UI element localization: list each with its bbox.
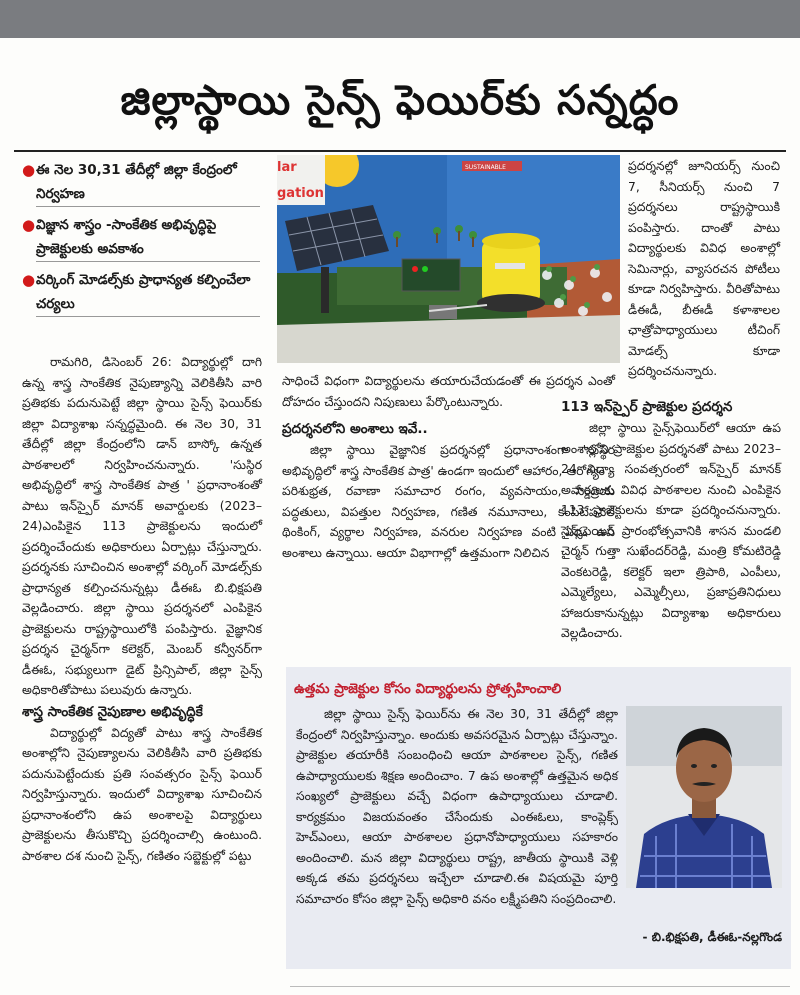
board-label: SUSTAINABLE [465,164,506,171]
quote-signature: - బి.భిక్షపతి, డీఈఓ-నల్లగొండ [642,930,782,944]
footer-divider [290,986,790,987]
section-heading: 113 ఇన్‌స్పైర్ ప్రాజెక్టుల ప్రదర్శన [561,399,733,415]
article-paragraph: విద్యార్థుల్లో విద్యతో పాటు శాస్త్ర సాంకేతిక అంశాల్లోని నైపుణ్యాలను వెలికితీసి వారి ప్రతిభకు పదునుపెట్టేందుకు ప్రతి సంవత్సరం సైన్స్ ఫెయిర్ నిర్వహిస్తున్నారు. ఇందులో విద్యాశాఖ సూచించిన ప్రధానాంశంలోని ఉప అంశాలపై విద్యార్థులు ప్రాజెక్టులను తీసుకొచ్చి ప్రదర్శించాల్సి ఉంటుంది. పాఠశాల దశ నుంచి సైన్స్, గణితం సబ్జెక్టుల్లో పట్టు [22,725,262,863]
article-paragraph: జిల్లా స్థాయి సైన్స్‌ఫెయిర్‌లో ఆయా ఉప అంశాల్లోని ప్రాజెక్టుల ప్రదర్శనతో పాటు 2023–24 విద్యా సంవత్సరంలో ఇన్‌స్పైర్ మానక్ అవార్డులకు వివిధ పాఠశాలల నుంచి ఎంపికైన 113 ప్రాజెక్టులను కూడా ప్రదర్శించనున్నారు. సైన్స్‌ఫెయిర్ ప్రారంభోత్సవానికి శాసన మండలి చైర్మన్ గుత్తా సుఖేందర్‌రెడ్డి, మంత్రి కోమటిరెడ్డి వెంకటరెడ్డి, కలెక్టర్ ఇలా త్రిపాఠి, ఎంపీలు, ఎమ్మెల్యేలు, ఎమ్మెల్సీలు, ప్రజాప్రతినిధులు హాజరుకానున్నట్లు విద్యాశాఖ అధికారులు వెల్లడించారు. [561,421,781,640]
bullet-dot-icon: ● [22,161,36,179]
quote-box-title: ఉత్తమ ప్రాజెక్టుల కోసం విద్యార్థులను ప్రోత్సహించాలి [294,681,562,697]
article-column-3-bottom [561,396,781,644]
highlight-item [22,268,260,317]
svg-text:gation: gation [277,186,324,201]
highlight-item [22,158,260,207]
headline: జిల్లాస్థాయి సైన్స్ ఫెయిర్‌కు సన్నద్ధం [120,76,680,124]
article-paragraph: సాధించే విధంగా విద్యార్థులను తయారుచేయడంతో ఈ ప్రదర్శన ఎంతో దోహదం చేస్తుందని నిపుణులు పేర్కొంటున్నారు. [282,374,615,409]
highlight-text: విజ్ఞాన శాస్త్రం -సాంకేతిక అభివృద్ధిపై ప్రాజెక్టులకు అవకాశం [36,213,260,262]
project-photo [277,155,620,363]
bullet-dot-icon: ● [22,271,36,289]
section-heading: ప్రదర్శనలోని అంశాలు ఇవే.. [282,421,428,437]
article-intro: రామగిరి, డిసెంబర్ 26: విద్యార్థుల్లో దాగి ఉన్న శాస్త్ర సాంకేతిక నైపుణ్యాన్ని వెలికితీసి వారి ప్రతిభకు పదునుపెట్టే జిల్లా స్థాయి సైన్స్ ఫెయిర్‌కు జిల్లా విద్యాశాఖ సన్నద్ధమైంది. ఈ నెల 30, 31 తేదీల్లో జిల్లా కేంద్రంలోని డాన్ బాస్కో ఉన్నత పాఠశాలలో నిర్వహించనున్నారు. 'సుస్థిర అభివృద్ధిలో శాస్త్ర సాంకేతిక పాత్ర ' ప్రధానాంశంతో పాటు ఇన్‌స్పైర్ మానక్ అవార్డులకు (2023–24)ఎంపికైన 113 ప్రాజెక్టులను ఇందులో ప్రదర్శించేందుకు అధికారులు ఏర్పాట్లు చేస్తున్నారు. ప్రదర్శనకు సూచించిన అంశాల్లో వర్కింగ్ మోడల్స్‌కు ప్రాధాన్యత కల్పించనున్నట్లు డీఈఓ బి.భిక్షపతి వెల్లడించారు. జిల్లా స్థాయి ప్రదర్శనలో ఎంపికైన ప్రాజెక్టులను రాష్ట్రస్థాయిలోకి పంపిస్తారు. వైజ్ఞానిక ప్రదర్శన చైర్మన్‌గా కలెక్టర్, మెంబర్ కన్వీనర్‌గా డీఈఓ, సభ్యులుగా డైట్ ప్రిన్సిపాల్, జిల్లా సైన్స్ అధికారితోపాటు పలువురు ఉన్నారు. [22,355,262,697]
top-bar [0,0,800,38]
svg-text:lar: lar [277,160,297,175]
highlight-text: వర్కింగ్ మోడల్స్‌కు ప్రాధాన్యత కల్పించేలా చర్యలు [36,268,260,317]
official-portrait [626,706,782,888]
highlight-item [22,213,260,262]
quote-text: జిల్లా స్థాయి సైన్స్ ఫెయిర్‌ను ఈ నెల 30, 31 తేదీల్లో జిల్లా కేంద్రంలో నిర్వహిస్తున్నాం. అందుకు అవసరమైన ఏర్పాట్లు చేస్తున్నాం. ప్రాజెక్టుల తయారీకి సంబంధించి ఆయా పాఠశాలల సైన్స్, గణిత ఉపాధ్యాయులకు శిక్షణ అందించాం. 7 ఉప అంశాల్లో ఉత్తమైన అధిక సంఖ్యలో ప్రాజెక్టులు వచ్చే విధంగా ఉపాధ్యాయులు చూడాలి. కార్యక్రమం విజయవంతం చేసేందుకు ఎంఈఓలు, కాంప్లెక్స్ హెచ్‌ఎంలు, ఆయా పాఠశాలల ప్రధానోపాధ్యాయులు సహకారం అందించాలి. మన జిల్లా విద్యార్థులు రాష్ట్ర, జాతీయ స్థాయికి వెళ్లి అక్కడ తమ ప్రదర్శనలు ఇచ్చేలా చూడాలి.ఈ విషయమై పూర్తి సమాచారం కోసం జిల్లా సైన్స్ అధికారి వనం లక్ష్మీపతిని సంప్రదించాలి. [296,707,618,906]
article-paragraph: ప్రదర్శనల్లో జూనియర్స్ నుంచి 7, సీనియర్స్ నుంచి 7 ప్రదర్శనలు రాష్ట్రస్థాయికి పంపిస్తారు. దాంతో పాటు విద్యార్థులకు వివిధ అంశాల్లో సెమినార్లు, వ్యాసరచన పోటీలు కూడా నిర్వహిస్తారు. వీరితోపాటు డీఈడీ, బీఈడీ కళాశాలల ఛాత్రోపాధ్యాయులు టీచింగ్ మోడల్స్ కూడా ప్రదర్శించనున్నారు. [628,159,780,378]
bullet-dot-icon: ● [22,216,36,234]
article-paragraph: జిల్లా స్థాయి వైజ్ఞానిక ప్రదర్శనల్లో ప్రధానాంశంగా 'సుస్థిర అభివృద్ధిలో శాస్త్ర సాంకేతిక పాత్ర' ఉండగా ఇందులో ఆహారం, ఆరోగ్యం – పరిశుభ్రత, రవాణా సమాచార రంగం, వ్యవసాయం, సేంద్రియ పద్ధతులు, విపత్తుల నిర్వహణ, గణిత నమూనాలు, కంపిటేషనల్ థింకింగ్, వ్యర్థాల నిర్వహణ, వనరుల నిర్వహణ వంటి ఏడు ఉప అంశాలు ఉన్నాయి. ఆయా విభాగాల్లో ఉత్తమంగా నిలిచిన [282,443,615,560]
section-heading: శాస్త్ర సాంకేతిక నైపుణాల అభివృద్ధికే [22,703,203,720]
highlight-text: ఈ నెల 30,31 తేదీల్లో జిల్లా కేంద్రంలో నిర్వహణ [36,158,260,207]
article-column-3-top [628,156,780,382]
headline-divider [14,150,786,152]
article-column-1 [22,352,262,866]
quote-box-body [296,704,618,909]
highlights-list [22,158,260,323]
